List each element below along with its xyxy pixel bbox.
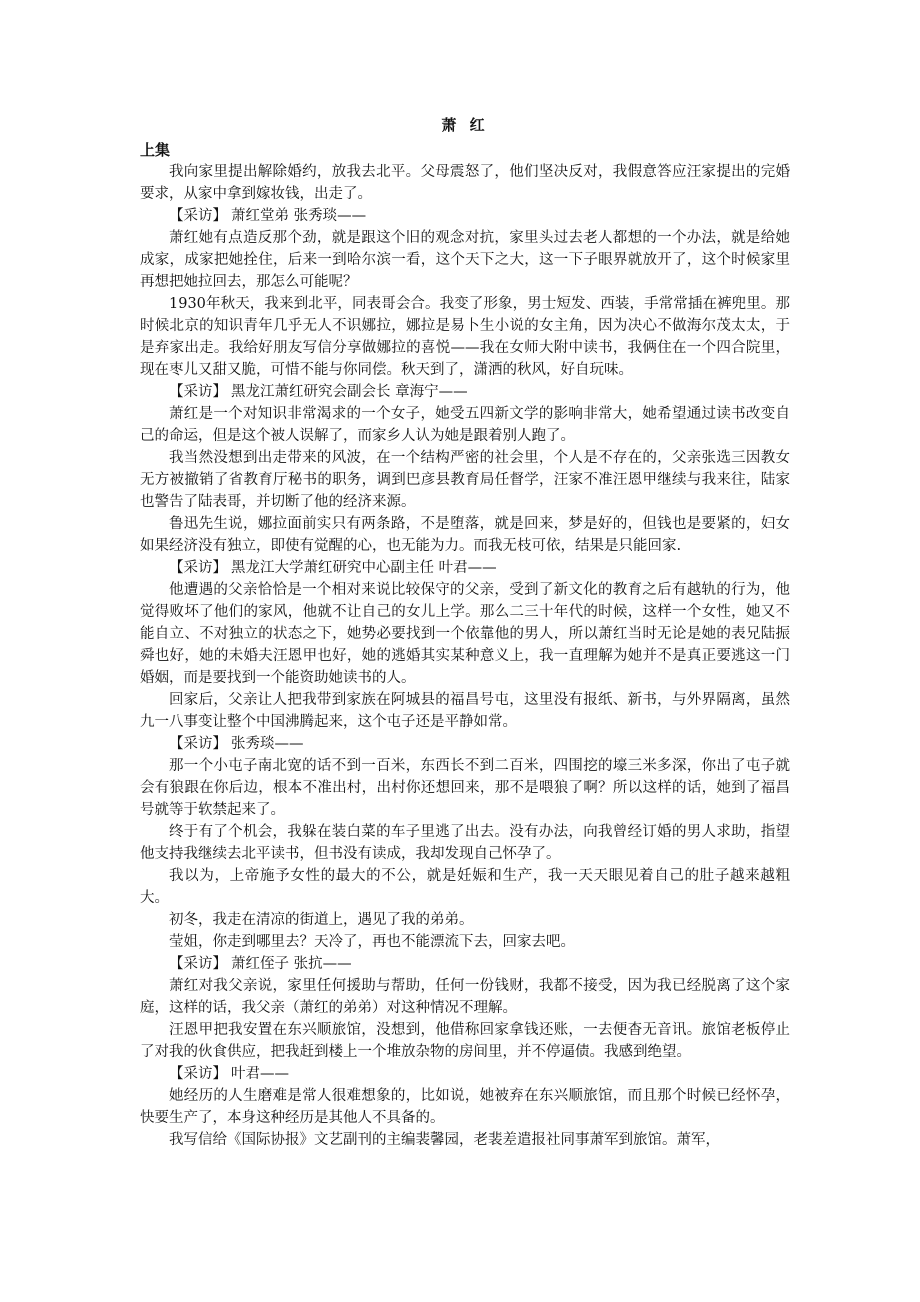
interview-line <box>140 381 790 403</box>
paragraph: 他遭遇的父亲恰恰是一个相对来说比较保守的父亲，受到了新文化的教育之后有越轨的行为，他觉得败坏了他们的家风，他就不让自己的女儿上学。那么二三十年代的时候，这样一个女性，她又不能自立、不对独立的状态之下，她势必要找到一个依靠他的男人，所以萧红当时无论是她的表兄陆振舜也好，她的未婚夫汪恩甲也好，她的逃婚其实某种意义上，我一直理解为她并不是真正要逃这一门婚姻，而是要找到一个能资助她读书的人。 <box>140 582 790 686</box>
interview-tag: 【采访】 <box>169 384 227 400</box>
paragraph: 我当然没想到出走带来的风波，在一个结构严密的社会里，个人是不存在的，父亲张选三因教女无方被撤销了省教育厅秘书的职务，调到巴彦县教育局任督学，汪家不准汪恩甲继续与我来往，陆家也警告了陆表哥，并切断了他的经济来源。 <box>140 450 790 510</box>
interview-tag: 【采访】 <box>169 736 227 752</box>
interview-line <box>140 557 790 579</box>
interview-tag: 【采访】 <box>169 560 227 576</box>
paragraph: 1930年秋天，我来到北平，同表哥会合。我变了形象，男士短发、西装，手常常插在裤兜里。那时候北京的知识青年几乎无人不识娜拉，娜拉是易卜生小说的女主角，因为决心不做海尔茂太太，于是弃家出走。我给好朋友写信分享做娜拉的喜悦——我在女师大附中读书，我俩住在一个四合院里，现在枣儿又甜又脆，可惜不能与你同偿。秋天到了，潇洒的秋风，好自玩味。 <box>140 296 790 378</box>
interviewee-name: 萧红侄子 张抗—— <box>231 956 352 972</box>
interviewee-name: 张秀琰—— <box>231 736 304 752</box>
paragraph: 萧红她有点造反那个劲，就是跟这个旧的观念对抗，家里头过去老人都想的一个办法，就是给她成家，成家把她拴住，后来一到哈尔滨一看，这个天下之大，这一下子眼界就放开了，这个时候家里再想把她拉回去，那怎么可能呢？ <box>140 230 790 290</box>
interview-tag: 【采访】 <box>169 208 227 224</box>
interviewee-name: 萧红堂弟 张秀琰—— <box>231 208 367 224</box>
paragraph: 萧红是一个对知识非常渴求的一个女子，她受五四新文学的影响非常大，她希望通过读书改变自己的命运，但是这个被人误解了，而家乡人认为她是跟着别人跑了。 <box>140 406 790 444</box>
interview-line <box>140 953 790 975</box>
paragraph: 鲁迅先生说，娜拉面前实只有两条路，不是堕落，就是回来，梦是好的，但钱也是要紧的，妇女如果经济没有独立，即使有觉醒的心，也无能为力。而我无枝可依，结果是只能回家. <box>140 516 790 554</box>
paragraph: 我写信给《国际协报》文艺副刊的主编裴馨园，老裴差遣报社同事萧军到旅馆。萧军， <box>169 1132 720 1148</box>
paragraph: 萧红对我父亲说，家里任何援助与帮助，任何一份钱财，我都不接受，因为我已经脱离了这个家庭，这样的话，我父亲（萧红的弟弟）对这种情况不理解。 <box>140 978 790 1016</box>
interview-tag: 【采访】 <box>169 1066 227 1082</box>
paragraph: 回家后，父亲让人把我带到家族在阿城县的福昌号屯，这里没有报纸、新书，与外界隔离，虽然九一八事变让整个中国沸腾起来，这个屯子还是平静如常。 <box>140 692 790 730</box>
section-heading: 上集 <box>140 141 171 159</box>
paragraph: 莹姐，你走到哪里去？天冷了，再也不能漂流下去，回家去吧。 <box>169 934 575 950</box>
paragraph: 初冬，我走在清凉的街道上，遇见了我的弟弟。 <box>169 912 474 928</box>
interview-line <box>140 205 790 227</box>
interviewee-name: 黑龙江萧红研究会副会长 章海宁—— <box>231 384 468 400</box>
paragraph: 汪恩甲把我安置在东兴顺旅馆，没想到，他借称回家拿钱还账，一去便杳无音讯。旅馆老板停止了对我的伙食供应，把我赶到楼上一个堆放杂物的房间里，并不停逼债。我感到绝望。 <box>140 1022 790 1060</box>
interviewee-name: 叶君—— <box>231 1066 289 1082</box>
paragraph: 终于有了个机会，我躲在装白菜的车子里逃了出去。没有办法，向我曾经订婚的男人求助，指望他支持我继续去北平读书，但书没有读成，我却发现自己怀孕了。 <box>140 824 790 862</box>
paragraph: 我向家里提出解除婚约，放我去北平。父母震怒了，他们坚决反对，我假意答应汪家提出的完婚要求，从家中拿到嫁妆钱，出走了。 <box>140 164 790 202</box>
paragraph: 那一个小屯子南北宽的话不到一百米，东西长不到二百米，四围挖的壕三米多深，你出了屯子就会有狼跟在你后边，根本不准出村，出村你还想回来，那不是喂狼了啊？所以这样的话，她到了福昌号就等于软禁起来了。 <box>140 758 790 818</box>
interview-tag: 【采访】 <box>169 956 227 972</box>
paragraph: 她经历的人生磨难是常人很难想象的，比如说，她被弃在东兴顺旅馆，而且那个时候已经怀孕，快要生产了，本身这种经历是其他人不具备的。 <box>140 1088 790 1126</box>
interviewee-name: 黑龙江大学萧红研究中心副主任 叶君—— <box>231 560 497 576</box>
interview-line <box>140 1063 790 1085</box>
paragraph: 我以为，上帝施予女性的最大的不公，就是妊娠和生产，我一天天眼见着自己的肚子越来越粗大。 <box>140 868 790 906</box>
interview-line <box>140 733 790 755</box>
document-body <box>140 161 790 1151</box>
document-page <box>140 110 790 1151</box>
document-title: 萧 红 <box>441 116 489 134</box>
